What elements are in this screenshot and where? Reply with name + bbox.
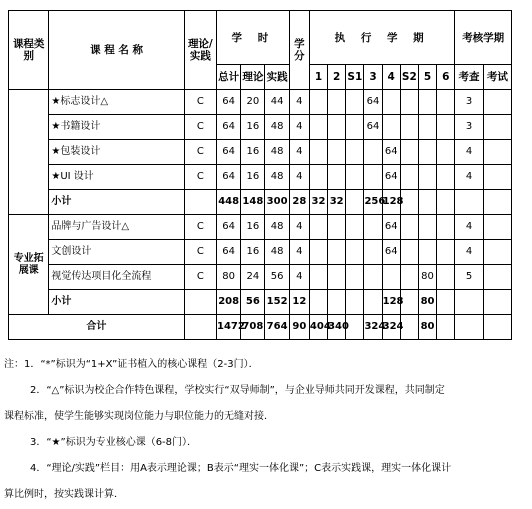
header-sem-2: 2	[328, 65, 346, 90]
grand-total-row	[9, 315, 512, 340]
subtotal-sem-5: 80	[418, 290, 436, 315]
notes-section	[4, 352, 524, 508]
note-1: 注：1．“*”标识为“1+X”证书植入的核心课程（2-3门）．	[4, 359, 259, 370]
hours-total: 64	[217, 165, 241, 190]
header-credits: 学分	[289, 11, 309, 90]
hours-total: 80	[217, 265, 241, 290]
grand-total-label: 合计	[9, 315, 185, 340]
header-sem-6: 6	[437, 65, 455, 90]
subtotal-theory: 56	[241, 290, 265, 315]
header-theory-practice: 理论/实践	[184, 11, 216, 90]
course-type: C	[184, 265, 216, 290]
subtotal-credits: 12	[289, 290, 309, 315]
sem-4-hours	[382, 265, 400, 290]
hours-theory: 16	[241, 115, 265, 140]
sem-3-hours	[364, 165, 382, 190]
note-2: 2．“△”标识为校企合作特色课程，学校实行“双导师制”，与企业导师共同开发课程，共同制定	[30, 385, 445, 396]
sem-4-hours: 64	[382, 140, 400, 165]
header-total: 总计	[217, 65, 241, 90]
grand-total-sem-1: 404	[309, 315, 327, 340]
hours-total: 64	[217, 240, 241, 265]
header-theory: 理论	[241, 65, 265, 90]
subtotal-credits: 28	[289, 190, 309, 215]
header-sem-s2: S2	[400, 65, 418, 90]
course-name: 视觉传达项目化全流程	[49, 265, 184, 290]
course-type: C	[184, 215, 216, 240]
sem-3-hours: 64	[364, 115, 382, 140]
check-semester: 4	[455, 240, 483, 265]
table-row	[9, 165, 512, 190]
header-sem-5: 5	[418, 65, 436, 90]
course-name: ★书籍设计	[49, 115, 184, 140]
course-type: C	[184, 90, 216, 115]
grand-total-sem-5: 80	[418, 315, 436, 340]
table-row	[9, 240, 512, 265]
sem-5-hours	[418, 215, 436, 240]
grand-total-credits: 90	[289, 315, 309, 340]
sem-5-hours	[418, 115, 436, 140]
credits: 4	[289, 215, 309, 240]
hours-total: 64	[217, 215, 241, 240]
category-label: 专业拓展课	[9, 215, 49, 315]
hours-practice: 48	[265, 140, 289, 165]
note-2-continued: 课程标准，使学生能够实现岗位能力与职位能力的无缝对接．	[4, 411, 274, 422]
header-exam: 考查	[455, 65, 483, 90]
table-row	[9, 215, 512, 240]
table-row	[9, 265, 512, 290]
grand-total-practice: 764	[265, 315, 289, 340]
sem-4-hours	[382, 115, 400, 140]
hours-theory: 16	[241, 140, 265, 165]
grand-total-theory: 708	[241, 315, 265, 340]
course-type: C	[184, 140, 216, 165]
credits: 4	[289, 115, 309, 140]
table-row	[9, 115, 512, 140]
hours-theory: 16	[241, 165, 265, 190]
subtotal-sem-4: 128	[382, 190, 400, 215]
subtotal-row	[9, 190, 512, 215]
course-name: ★UI 设计	[49, 165, 184, 190]
hours-theory: 20	[241, 90, 265, 115]
course-name: 文创设计	[49, 240, 184, 265]
hours-practice: 44	[265, 90, 289, 115]
header-practice: 实践	[265, 65, 289, 90]
subtotal-practice: 152	[265, 290, 289, 315]
credits: 4	[289, 140, 309, 165]
sem-5-hours	[418, 240, 436, 265]
course-type: C	[184, 165, 216, 190]
header-hours: 学 时	[217, 11, 290, 65]
header-sem-4: 4	[382, 65, 400, 90]
check-semester: 4	[455, 165, 483, 190]
header-test: 考试	[483, 65, 511, 90]
category-cell-empty	[9, 90, 49, 215]
header-sem-3: 3	[364, 65, 382, 90]
sem-4-hours: 64	[382, 215, 400, 240]
sem-4-hours	[382, 90, 400, 115]
subtotal-label: 小计	[49, 290, 184, 315]
hours-theory: 24	[241, 265, 265, 290]
subtotal-practice: 300	[265, 190, 289, 215]
sem-5-hours	[418, 165, 436, 190]
header-course-name: 课 程 名 称	[49, 11, 184, 90]
subtotal-sem-1: 32	[309, 190, 327, 215]
table-row	[9, 90, 512, 115]
check-semester: 5	[455, 265, 483, 290]
hours-theory: 16	[241, 215, 265, 240]
subtotal-sem-3: 256	[364, 190, 382, 215]
header-assessment: 考核学期	[455, 11, 512, 65]
grand-total-sem-3: 324	[364, 315, 382, 340]
credits: 4	[289, 90, 309, 115]
sem-3-hours	[364, 140, 382, 165]
credits: 4	[289, 265, 309, 290]
subtotal-label: 小计	[49, 190, 184, 215]
course-type: C	[184, 240, 216, 265]
hours-practice: 48	[265, 240, 289, 265]
subtotal-total: 448	[217, 190, 241, 215]
check-semester: 3	[455, 115, 483, 140]
header-sem-1: 1	[309, 65, 327, 90]
course-type: C	[184, 115, 216, 140]
hours-theory: 16	[241, 240, 265, 265]
header-sem-s1: S1	[346, 65, 364, 90]
check-semester: 3	[455, 90, 483, 115]
sem-5-hours	[418, 90, 436, 115]
check-semester: 4	[455, 140, 483, 165]
course-name: ★标志设计△	[49, 90, 184, 115]
subtotal-sem-2: 32	[328, 190, 346, 215]
grand-total-total: 1472	[217, 315, 241, 340]
subtotal-row	[9, 290, 512, 315]
note-4-continued: 算比例时，按实践课计算．	[4, 489, 124, 500]
subtotal-theory: 148	[241, 190, 265, 215]
grand-total-sem-2: 340	[328, 315, 346, 340]
subtotal-total: 208	[217, 290, 241, 315]
sem-4-hours: 64	[382, 240, 400, 265]
hours-total: 64	[217, 115, 241, 140]
hours-practice: 56	[265, 265, 289, 290]
sem-3-hours: 64	[364, 90, 382, 115]
hours-practice: 48	[265, 165, 289, 190]
credits: 4	[289, 240, 309, 265]
grand-total-sem-4: 324	[382, 315, 400, 340]
hours-total: 64	[217, 90, 241, 115]
credits: 4	[289, 165, 309, 190]
curriculum-table	[8, 10, 512, 340]
hours-practice: 48	[265, 215, 289, 240]
hours-total: 64	[217, 140, 241, 165]
sem-5-hours: 80	[418, 265, 436, 290]
sem-5-hours	[418, 140, 436, 165]
header-semesters: 执 行 学 期	[309, 11, 454, 65]
note-3: 3．“★”标识为专业核心课（6-8门）．	[30, 437, 198, 448]
course-name: 品牌与广告设计△	[49, 215, 184, 240]
hours-practice: 48	[265, 115, 289, 140]
table-row	[9, 140, 512, 165]
course-name: ★包装设计	[49, 140, 184, 165]
sem-4-hours: 64	[382, 165, 400, 190]
note-4: 4．“理论/实践”栏目：用A表示理论课；B表示“理实一体化课”；C表示实践课，理实一体化课计	[30, 463, 452, 474]
header-category: 课程类别	[9, 11, 49, 90]
check-semester: 4	[455, 215, 483, 240]
subtotal-sem-4: 128	[382, 290, 400, 315]
